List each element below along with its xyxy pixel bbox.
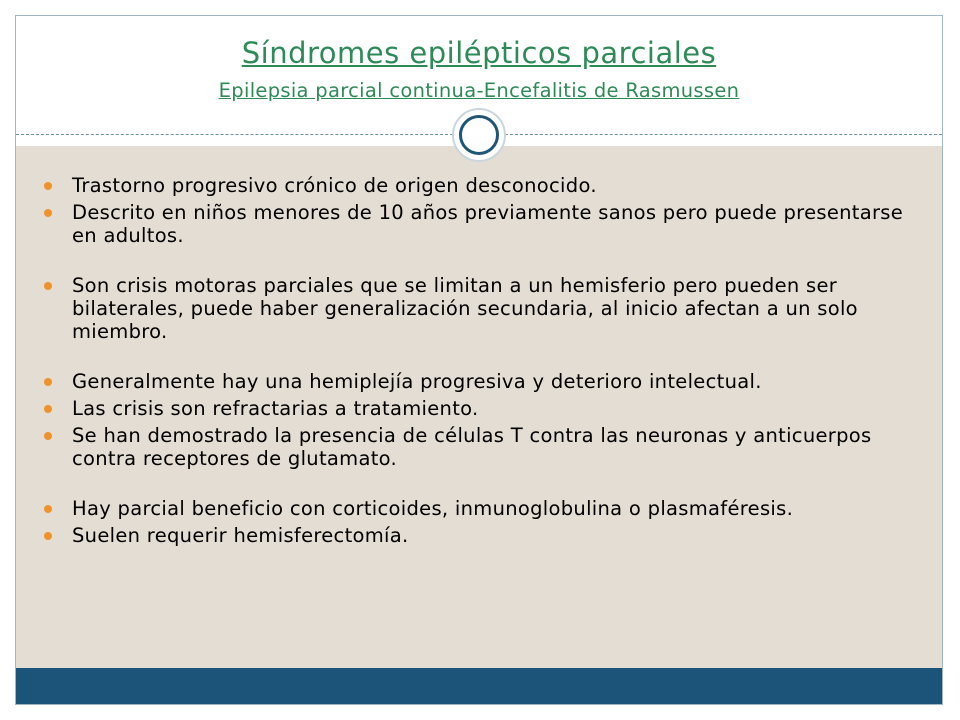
list-item xyxy=(36,424,916,470)
bullet-icon xyxy=(44,182,52,190)
list-item xyxy=(36,497,916,520)
list-item-text: Las crisis son refractarias a tratamiento. xyxy=(72,397,479,420)
bullet-icon xyxy=(44,505,52,513)
bullet-icon xyxy=(44,532,52,540)
list-item-text: Hay parcial beneficio con corticoides, inmunoglobulina o plasmaféresis. xyxy=(72,497,794,520)
bullet-list xyxy=(36,174,916,547)
list-item xyxy=(36,524,916,547)
list-item-text: Descrito en niños menores de 10 años previamente sanos pero puede presentarse en adultos. xyxy=(72,201,904,247)
list-item xyxy=(36,201,916,247)
list-item-text: Trastorno progresivo crónico de origen desconocido. xyxy=(72,174,597,197)
list-item xyxy=(36,174,916,197)
content-area xyxy=(16,146,942,668)
slide-title: Síndromes epilépticos parciales xyxy=(241,36,717,70)
bullet-icon xyxy=(44,209,52,217)
ring-icon xyxy=(459,115,499,155)
list-item-text: Se han demostrado la presencia de células T contra las neuronas y anticuerpos contra receptores de glutamato. xyxy=(72,424,872,470)
bullet-icon xyxy=(44,282,52,290)
slide-subtitle: Epilepsia parcial continua-Encefalitis de Rasmussen xyxy=(218,79,740,102)
footer-bar xyxy=(16,668,942,704)
list-item xyxy=(36,370,916,393)
list-item xyxy=(36,397,916,420)
bullet-icon xyxy=(44,432,52,440)
list-item-text: Son crisis motoras parciales que se limitan a un hemisferio pero pueden ser bilaterales, puede haber generalización secundaria, al inicio afectan a un solo miembro. xyxy=(72,274,858,343)
bullet-icon xyxy=(44,378,52,386)
list-item-text: Suelen requerir hemisferectomía. xyxy=(72,524,409,547)
list-item xyxy=(36,274,916,343)
slide xyxy=(15,15,943,705)
list-item-text: Generalmente hay una hemiplejía progresiva y deterioro intelectual. xyxy=(72,370,762,393)
bullet-icon xyxy=(44,405,52,413)
